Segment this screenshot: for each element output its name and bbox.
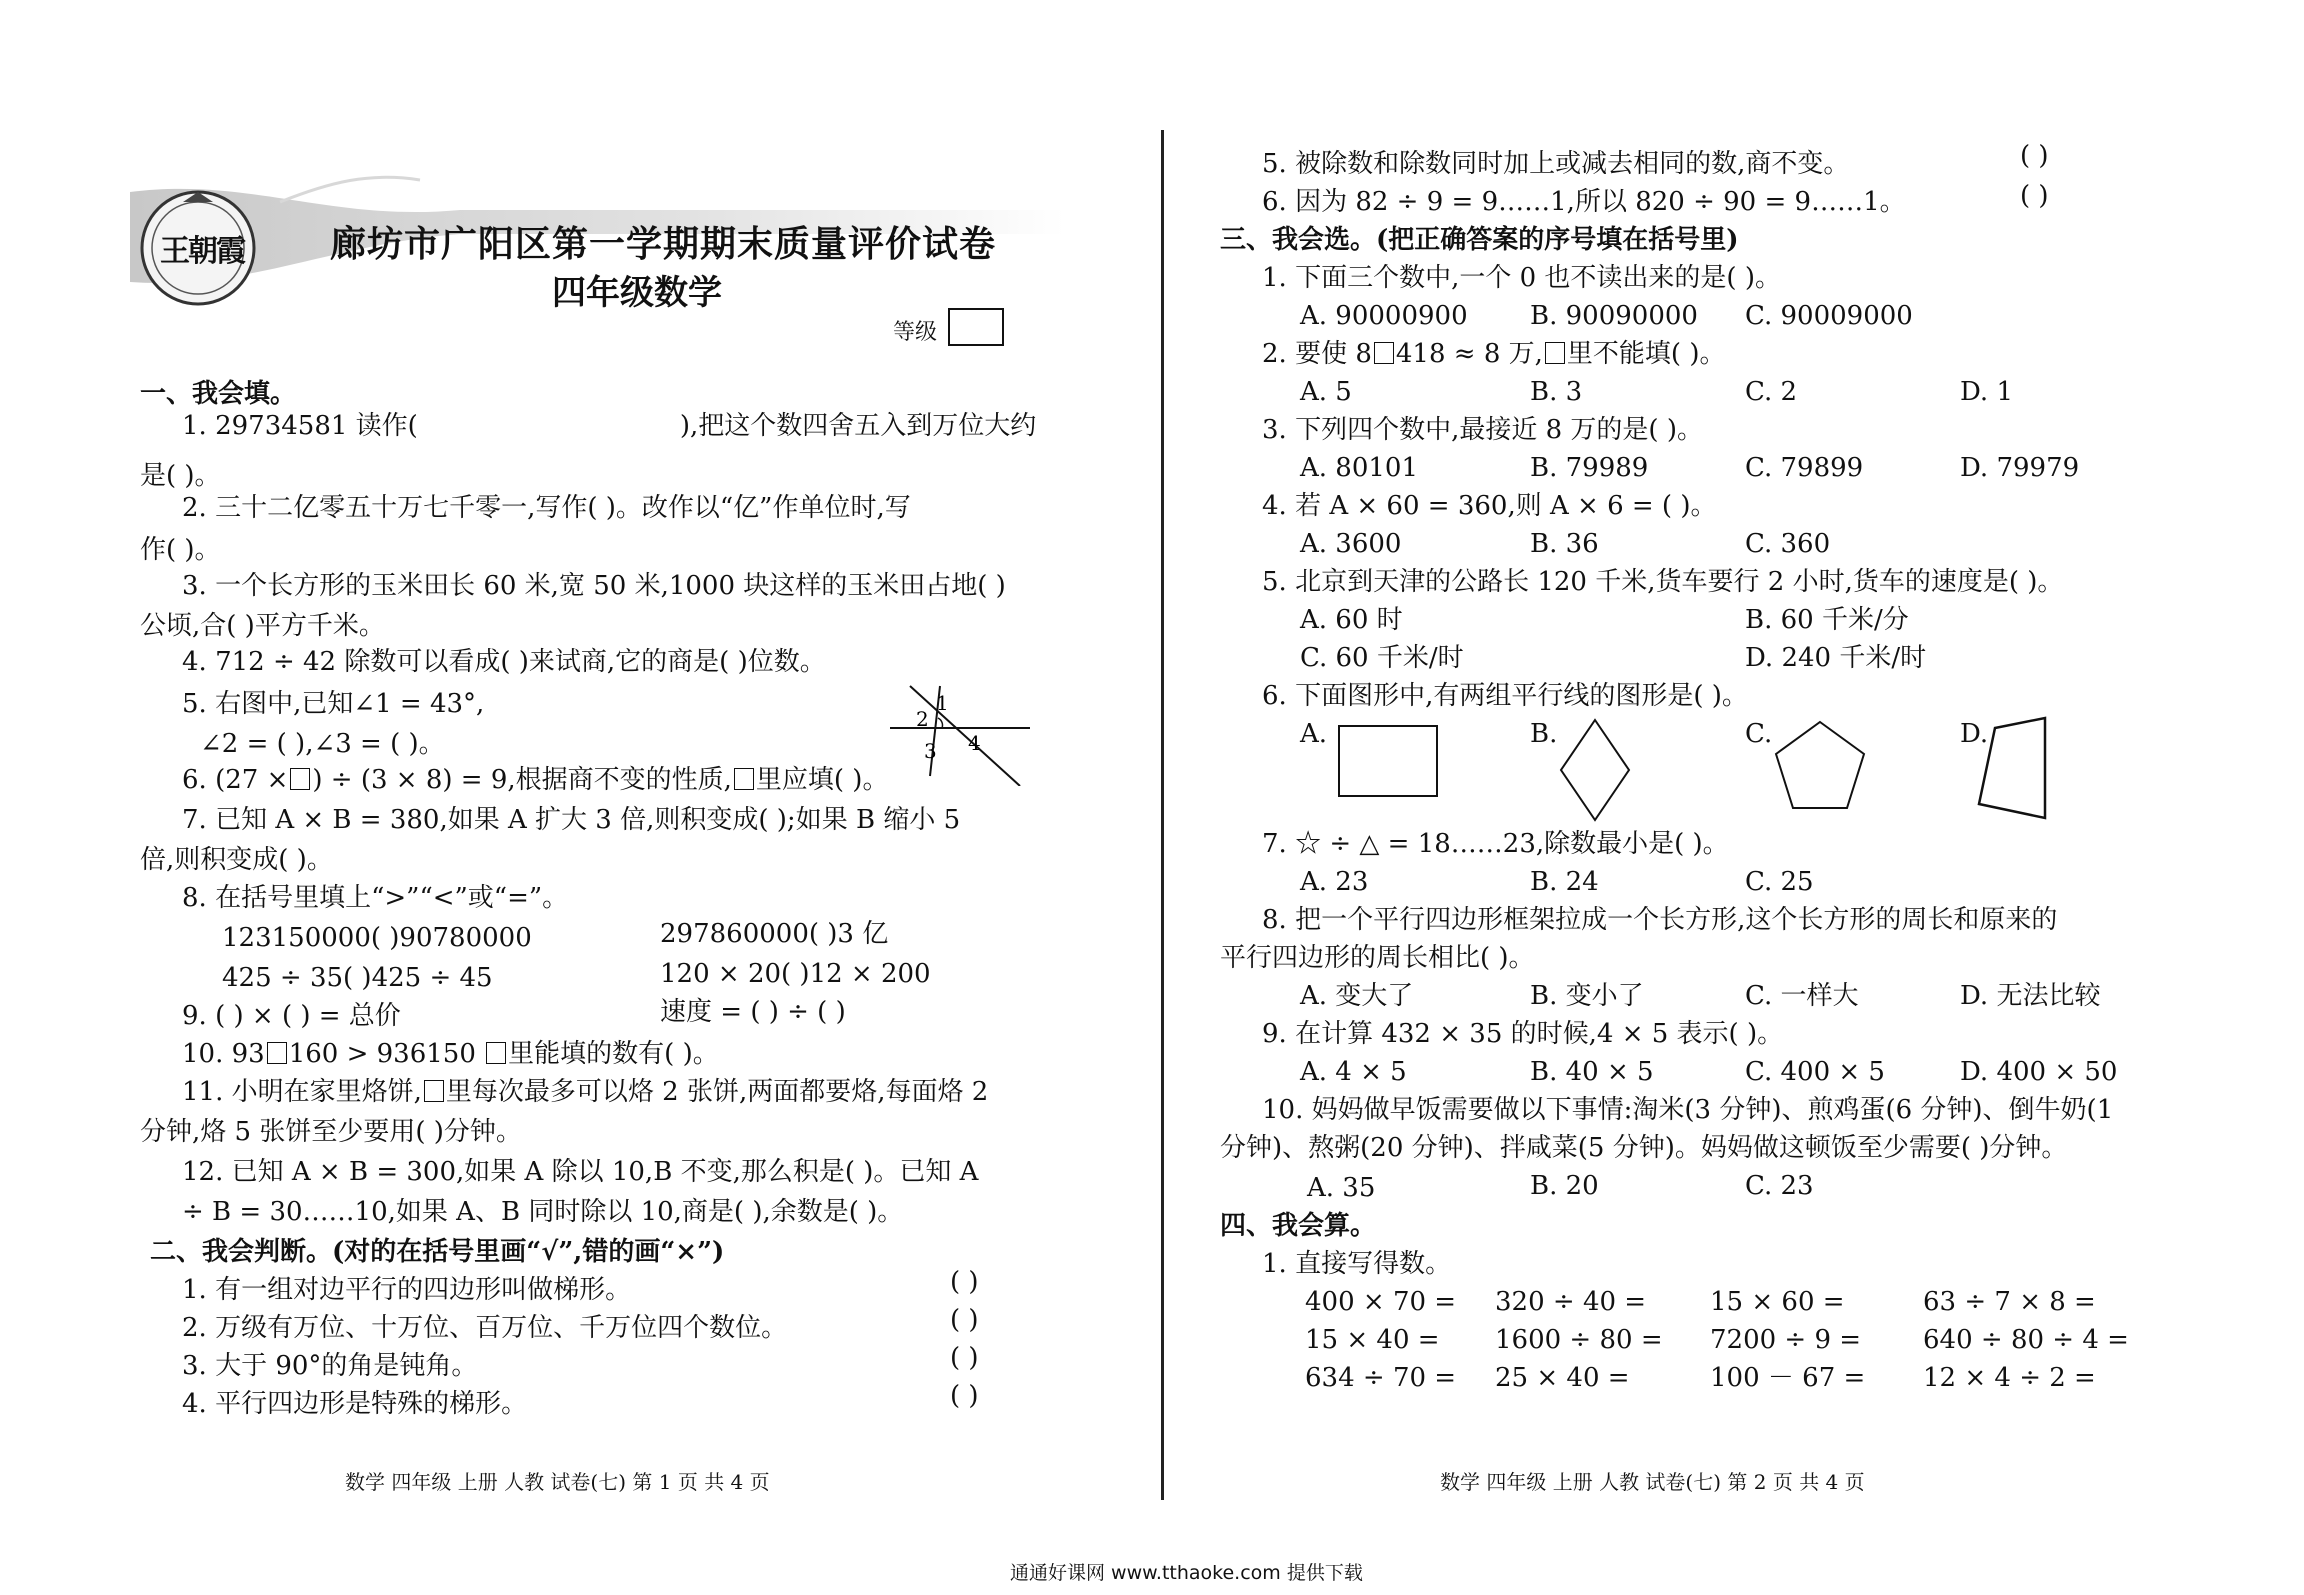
choice-q1-b[interactable]: B. 90090000 xyxy=(1530,301,1698,331)
blank-box xyxy=(734,768,754,790)
q1-12-line: 12. 已知 A × B = 300,如果 A 除以 10,B 不变,那么积是( )。已知 A xyxy=(182,1157,979,1187)
footer-right: 数学 四年级 上册 人教 试卷(七) 第 2 页 共 4 页 xyxy=(1440,1470,1865,1494)
judge-paren-6[interactable]: ( ) xyxy=(2020,181,2049,211)
grade-label: 等级 xyxy=(893,320,938,345)
calc-r1-c3: 15 × 60 = xyxy=(1710,1287,1845,1317)
choice-q2-d[interactable]: D. 1 xyxy=(1960,377,2013,407)
compare-2: 297860000( )3 亿 xyxy=(660,919,889,949)
choice-q1-c[interactable]: C. 90009000 xyxy=(1745,301,1913,331)
calc-sub-heading: 1. 直接写得数。 xyxy=(1262,1249,1452,1279)
choice-q6-b[interactable]: B. xyxy=(1530,719,1558,749)
choice-q8: 8. 把一个平行四边形框架拉成一个长方形,这个长方形的周长和原来的 xyxy=(1262,905,2058,935)
choice-q9-d[interactable]: D. 400 × 50 xyxy=(1960,1057,2118,1087)
choice-q5-a[interactable]: A. 60 时 xyxy=(1300,605,1403,635)
choice-q3: 3. 下列四个数中,最接近 8 万的是( )。 xyxy=(1262,415,1703,445)
q1-10-line: 10. 93 160 > 936150 里能填的数有( )。 xyxy=(182,1039,719,1069)
page-divider xyxy=(1161,130,1164,1500)
choice-q1: 1. 下面三个数中,一个 0 也不读出来的是( )。 xyxy=(1262,263,1781,293)
compare-3: 425 ÷ 35( )425 ÷ 45 xyxy=(222,963,493,993)
judge-paren-1[interactable]: ( ) xyxy=(950,1267,979,1297)
choice-q10-b[interactable]: B. 20 xyxy=(1530,1171,1599,1201)
judge-paren-5[interactable]: ( ) xyxy=(2020,141,2049,171)
calc-r2-c1: 15 × 40 = xyxy=(1305,1325,1440,1355)
calc-r2-c4: 640 ÷ 80 ÷ 4 = xyxy=(1923,1325,2129,1355)
choice-q4-a[interactable]: A. 3600 xyxy=(1300,529,1402,559)
choice-q2-b[interactable]: B. 3 xyxy=(1530,377,1583,407)
blank-box xyxy=(1545,342,1565,364)
q1-3-line: 3. 一个长方形的玉米田长 60 米,宽 50 米,1000 块这样的玉米田占地( ) xyxy=(182,571,1006,601)
choice-q8-cont: 平行四边形的周长相比( )。 xyxy=(1220,943,1535,973)
calc-r3-c3: 100 － 67 = xyxy=(1710,1363,1866,1393)
choice-q8-c[interactable]: C. 一样大 xyxy=(1745,981,1859,1011)
choice-q2: 2. 要使 8 418 ≈ 8 万, 里不能填( )。 xyxy=(1262,339,1726,369)
choice-q8-b[interactable]: B. 变小了 xyxy=(1530,981,1644,1011)
right-page xyxy=(1165,0,2304,1595)
calc-r2-c2: 1600 ÷ 80 = xyxy=(1495,1325,1663,1355)
choice-q4: 4. 若 A × 60 = 360,则 A × 6 = ( )。 xyxy=(1262,491,1717,521)
q1-11-line: 11. 小明在家里烙饼, 里每次最多可以烙 2 张饼,两面都要烙,每面烙 2 xyxy=(182,1077,989,1107)
q1-1-line: 1. 29734581 读作( ),把这个数四舍五入到万位大约 xyxy=(182,411,1037,441)
choice-q3-a[interactable]: A. 80101 xyxy=(1300,453,1419,483)
angle-label-3: 3 xyxy=(924,739,937,763)
choice-q10-a[interactable]: A. 35 xyxy=(1307,1173,1376,1203)
choice-q5-c[interactable]: C. 60 千米/时 xyxy=(1300,643,1464,673)
logo-text: 王朝霞 xyxy=(160,234,244,269)
calc-r3-c1: 634 ÷ 70 = xyxy=(1305,1363,1457,1393)
judge-paren-4[interactable]: ( ) xyxy=(950,1381,979,1411)
judge-item-3: 3. 大于 90°的角是钝角。 xyxy=(182,1351,478,1381)
choice-q9-a[interactable]: A. 4 × 5 xyxy=(1300,1057,1407,1087)
calc-r1-c4: 63 ÷ 7 × 8 = xyxy=(1923,1287,2096,1317)
choice-q4-b[interactable]: B. 36 xyxy=(1530,529,1599,559)
choice-q7: 7. ☆ ÷ △ = 18……23,除数最小是( )。 xyxy=(1262,829,1729,859)
choice-q9-b[interactable]: B. 40 × 5 xyxy=(1530,1057,1654,1087)
choice-q7-a[interactable]: A. 23 xyxy=(1300,867,1369,897)
choice-q3-d[interactable]: D. 79979 xyxy=(1960,453,2080,483)
choice-q3-b[interactable]: B. 79989 xyxy=(1530,453,1649,483)
grade-box[interactable] xyxy=(948,308,1004,346)
choice-q6: 6. 下面图形中,有两组平行线的图形是( )。 xyxy=(1262,681,1748,711)
choice-q5-b[interactable]: B. 60 千米/分 xyxy=(1745,605,1909,635)
judge-item-4: 4. 平行四边形是特殊的梯形。 xyxy=(182,1389,528,1419)
blank-box xyxy=(267,1042,287,1064)
choice-q9-c[interactable]: C. 400 × 5 xyxy=(1745,1057,1885,1087)
q1-4-line: 4. 712 ÷ 42 除数可以看成( )来试商,它的商是( )位数。 xyxy=(182,647,826,677)
judge-paren-2[interactable]: ( ) xyxy=(950,1305,979,1335)
calc-r2-c3: 7200 ÷ 9 = xyxy=(1710,1325,1862,1355)
choice-q7-c[interactable]: C. 25 xyxy=(1745,867,1814,897)
calc-r3-c4: 12 × 4 ÷ 2 = xyxy=(1923,1363,2096,1393)
q1-12-cont: ÷ B = 30……10,如果 A、B 同时除以 10,商是( ),余数是( )。 xyxy=(182,1197,904,1227)
q1-2-cont: 作( )。 xyxy=(140,535,221,565)
q1-7-line: 7. 已知 A × B = 380,如果 A 扩大 3 倍,则积变成( );如果 B 缩小 5 xyxy=(182,805,961,835)
section1-heading: 一、我会填。 xyxy=(140,379,297,409)
calc-r1-c2: 320 ÷ 40 = xyxy=(1495,1287,1647,1317)
angle-label-2: 2 xyxy=(916,707,929,731)
choice-q8-a[interactable]: A. 变大了 xyxy=(1300,981,1414,1011)
judge-item-5: 5. 被除数和除数同时加上或减去相同的数,商不变。 xyxy=(1262,149,1850,179)
q1-2-line: 2. 三十二亿零五十万七千零一,写作( )。改作以“亿”作单位时,写 xyxy=(182,493,911,523)
section3-heading: 三、我会选。(把正确答案的序号填在括号里) xyxy=(1220,225,1739,255)
choice-q3-c[interactable]: C. 79899 xyxy=(1745,453,1864,483)
q1-3-cont: 公顷,合( )平方千米。 xyxy=(140,611,385,641)
choice-q6-d[interactable]: D. xyxy=(1960,719,1989,749)
blank-box xyxy=(424,1080,444,1102)
choice-q10-cont: 分钟)、熬粥(20 分钟)、拌咸菜(5 分钟)。妈妈做这顿饭至少需要( )分钟。 xyxy=(1220,1133,2068,1163)
q1-8-line: 8. 在括号里填上“>”“<”或“=”。 xyxy=(182,883,569,913)
download-site-footer: 通通好课网 www.tthaoke.com 提供下载 xyxy=(1010,1562,1363,1584)
q1-9-line: 9. ( ) × ( ) = 总价 xyxy=(182,1001,401,1031)
pentagon-shape-icon xyxy=(1770,718,1870,818)
trapezoid-shape-icon xyxy=(1975,714,2055,824)
judge-item-2: 2. 万级有万位、十万位、百万位、千万位四个数位。 xyxy=(182,1313,788,1343)
q1-9-speed: 速度 = ( ) ÷ ( ) xyxy=(660,997,846,1027)
exam-title: 廊坊市广阳区第一学期期末质量评价试卷 xyxy=(330,224,997,265)
judge-item-6: 6. 因为 82 ÷ 9 = 9……1,所以 820 ÷ 90 = 9……1。 xyxy=(1262,187,1906,217)
calc-r3-c2: 25 × 40 = xyxy=(1495,1363,1630,1393)
section4-heading: 四、我会算。 xyxy=(1220,1211,1377,1241)
blank-box xyxy=(486,1042,506,1064)
compare-1: 123150000( )90780000 xyxy=(222,923,532,953)
q1-5-line: 5. 右图中,已知∠1 = 43°, xyxy=(182,689,485,719)
q1-1-cont: 是( )。 xyxy=(140,461,221,491)
calc-r1-c1: 400 × 70 = xyxy=(1305,1287,1457,1317)
exam-subtitle: 四年级数学 xyxy=(552,273,722,313)
choice-q7-b[interactable]: B. 24 xyxy=(1530,867,1599,897)
section2-heading: 二、我会判断。(对的在括号里画“√”,错的画“×”) xyxy=(150,1237,725,1267)
footer-left: 数学 四年级 上册 人教 试卷(七) 第 1 页 共 4 页 xyxy=(345,1470,770,1494)
blank-box xyxy=(1374,342,1394,364)
compare-4: 120 × 20( )12 × 200 xyxy=(660,959,931,989)
choice-q5: 5. 北京到天津的公路长 120 千米,货车要行 2 小时,货车的速度是( )。 xyxy=(1262,567,2064,597)
angle-label-1: 1 xyxy=(936,691,949,715)
choice-q2-a[interactable]: A. 5 xyxy=(1300,377,1352,407)
q1-6-line: 6. (27 × ) ÷ (3 × 8) = 9,根据商不变的性质, 里应填( )。 xyxy=(182,765,889,795)
rhombus-shape-icon xyxy=(1555,716,1635,826)
choice-q1-a[interactable]: A. 90000900 xyxy=(1300,301,1468,331)
choice-q6-a[interactable]: A. xyxy=(1300,719,1328,749)
angle-figure xyxy=(880,676,1040,786)
choice-q5-d[interactable]: D. 240 千米/时 xyxy=(1745,643,1927,673)
angle-label-4: 4 xyxy=(968,731,981,755)
judge-paren-3[interactable]: ( ) xyxy=(950,1343,979,1373)
choice-q8-d[interactable]: D. 无法比较 xyxy=(1960,981,2101,1011)
choice-q9: 9. 在计算 432 × 35 的时候,4 × 5 表示( )。 xyxy=(1262,1019,1784,1049)
choice-q6-c[interactable]: C. xyxy=(1745,719,1773,749)
q1-5-cont: ∠2 = ( ),∠3 = ( )。 xyxy=(200,729,445,759)
q1-7-cont: 倍,则积变成( )。 xyxy=(140,845,333,875)
blank-box xyxy=(290,768,310,790)
rectangle-shape-icon xyxy=(1335,722,1445,802)
choice-q2-c[interactable]: C. 2 xyxy=(1745,377,1798,407)
q1-11-cont: 分钟,烙 5 张饼至少要用( )分钟。 xyxy=(140,1117,522,1147)
choice-q10: 10. 妈妈做早饭需要做以下事情:淘米(3 分钟)、煎鸡蛋(6 分钟)、倒牛奶(1 xyxy=(1262,1095,2114,1125)
choice-q10-c[interactable]: C. 23 xyxy=(1745,1171,1814,1201)
choice-q4-c[interactable]: C. 360 xyxy=(1745,529,1831,559)
judge-item-1: 1. 有一组对边平行的四边形叫做梯形。 xyxy=(182,1275,632,1305)
